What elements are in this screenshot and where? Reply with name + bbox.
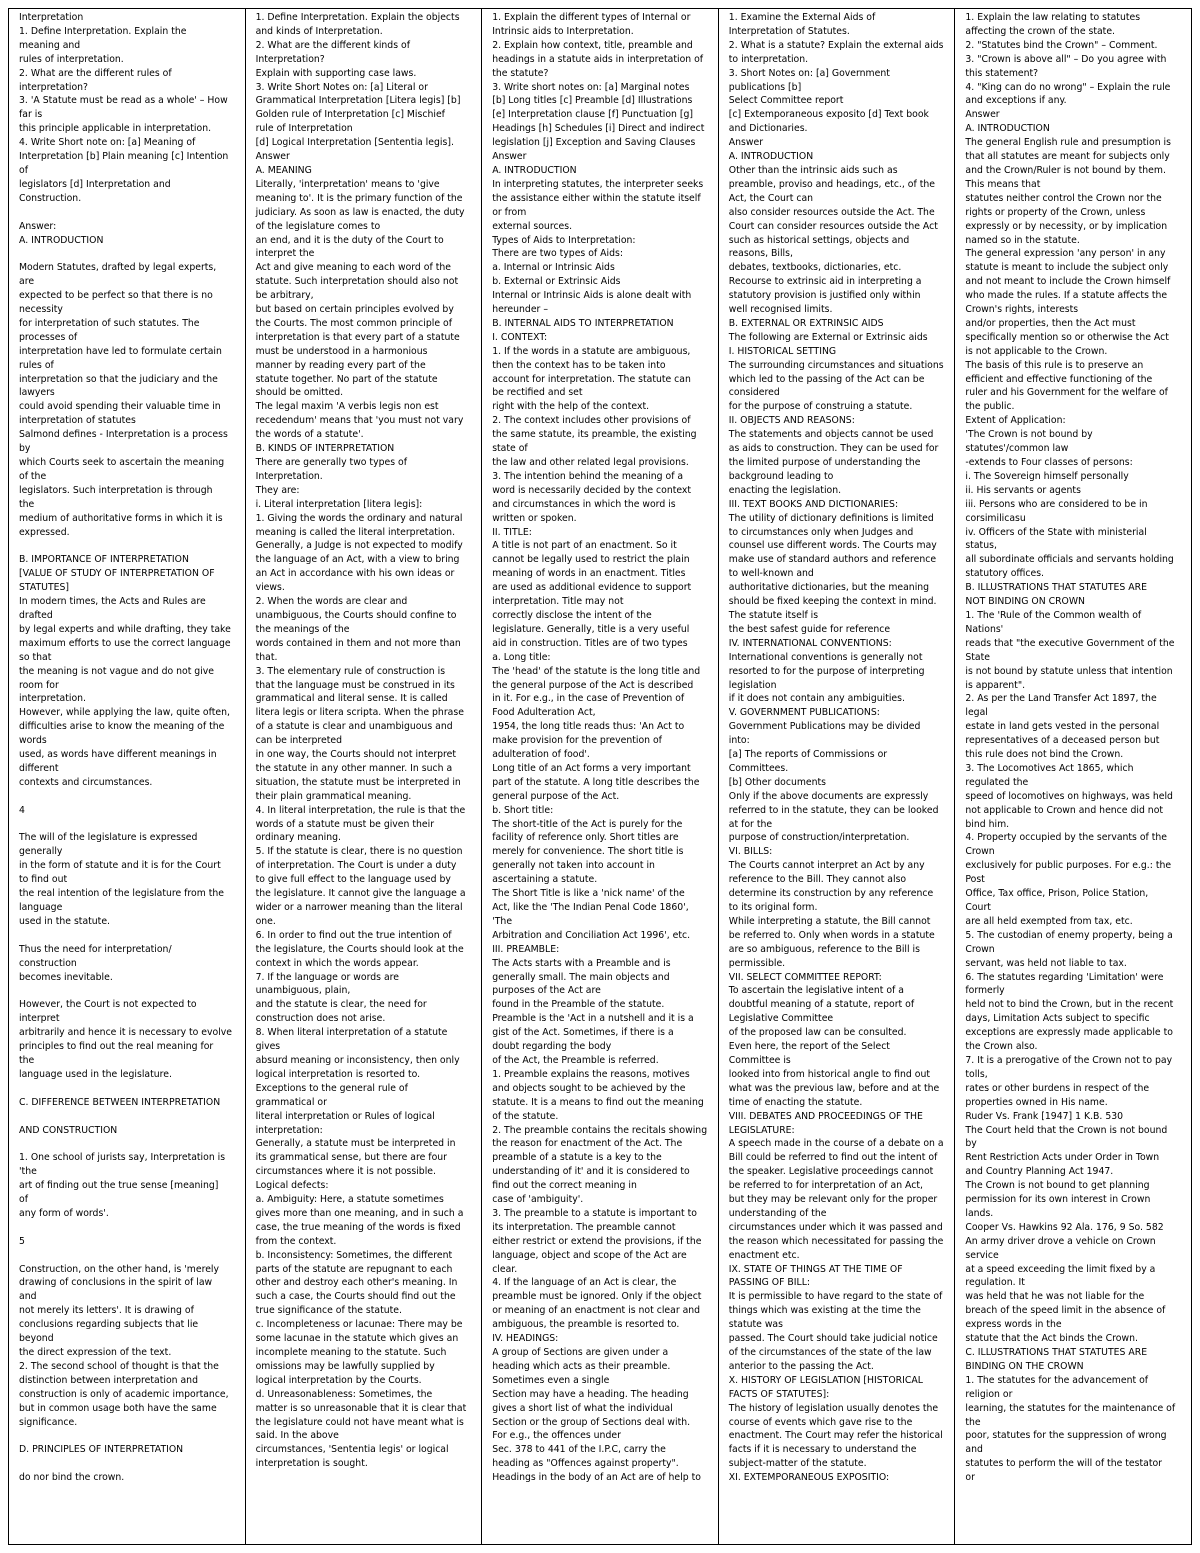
column-kinds-of-interpretation: 1. Define Interpretation. Explain the objects and kinds of Interpretation. 2. What are the different kinds of Interpretation? Explain with supporting case laws. 3. Write Short Notes on: [a] Literal or Grammatical Interpretation [Litera legis] [b] Golden rule of Interpretation [c] Mischief rule of Interpretation [d] Logical Interpretation [Sententia legis]. Answer A. MEANING Literally, 'interpretation' means to 'give meaning to'. It is the primary function of the judiciary. As soon as law is enacted, the duty of the legislature comes to an end, and it is the duty of the Court to interpret the Act and give meaning to each word of the statute. Such interpretation should also not be arbitrary, but based on certain principles evolved by the Courts. The most common principle of interpretation is that every part of a statute must be understood in a harmonious manner by reading every part of the statute together. No part of the statute should be omitted. The legal maxim 'A verbis legis non est recedendum' means that 'you must not vary the words of a statute'. B. KINDS OF INTERPRETATION There are generally two types of Interpretation. They are: i. Literal interpretation [litera legis]: 1. Giving the words the ordinary and natural meaning is called the literal interpretation. Generally, a Judge is not expected to modify the language of an Act, with a view to bring an Act in accordance with his own ideas or views. 2. When the words are clear and unambiguous, the Courts should confine to the meanings of the words contained in them and not more than that. 3. The elementary rule of construction is that the language must be construed in its grammatical and literal sense. It is called litera legis or litera scripta. When the phrase of a statute is clear and unambiguous and can be interpreted in one way, the Courts should not interpret the statute in any other manner. In such a situation, the statute must be interpreted in their plain grammatical meaning. 4. In literal interpretation, the rule is that the words of a statute must be given their ordinary meaning. 5. If the statute is clear, there is no question of interpretation. The Court is under a duty to give full effect to the language used by the legislature. It cannot give the language a wider or a narrower meaning than the literal one. 6. In order to find out the true intention of the legislature, the Courts should look at the context in which the words appear. 7. If the language or words are unambiguous, plain, and the statute is clear, the need for construction does not arise. 8. When literal interpretation of a statute gives absurd meaning or inconsistency, then only logical interpretation is resorted to. Exceptions to the general rule of grammatical or literal interpretation or Rules of logical interpretation: Generally, a statute must be interpreted in its grammatical sense, but there are four circumstances where it is not possible. Logical defects: a. Ambiguity: Here, a statute sometimes gives more than one meaning, and in such a case, the true meaning of the words is fixed from the context. b. Inconsistency: Sometimes, the different parts of the statute are repugnant to each other and destroy each other's meaning. In such a case, the Courts should find out the true significance of the statute. c. Incompleteness or lacunae: There may be some lacunae in the statute which gives an incomplete meaning to the statute. Such omissions may be lawfully supplied by logical interpretation by the Courts. d. Unreasonableness: Sometimes, the matter is so unreasonable that it is clear that the legislature could not have meant what is said. In the above circumstances, 'Sententia legis' or logical interpretation is sought. [246, 9, 483, 1544]
column-statutes-and-crown: 1. Explain the law relating to statutes affecting the crown of the state. 2. "Statutes bind the Crown" – Comment. 3. "Crown is above all" – Do you agree with this statement? 4. "King can do no wrong" – Explain the rule and exceptions if any. Answer A. INTRODUCTION The general English rule and presumption is that all statutes are meant for subjects only and the Crown/Ruler is not bound by them. This means that statutes neither control the Crown nor the rights or property of the Crown, unless expressly or by necessity, or by implication named so in the statute. The general expression 'any person' in any statute is meant to include the subject only and not meant to include the Crown himself who made the rules. If a statute affects the Crown's rights, interests and/or properties, then the Act must specifically mention so or otherwise the Act is not applicable to the Crown. The basis of this rule is to preserve an efficient and effective functioning of the ruler and his Government for the welfare of the public. Extent of Application: 'The Crown is not bound by statutes'/common law -extends to Four classes of persons: i. The Sovereign himself personally ii. His servants or agents iii. Persons who are considered to be in corsimilicasu iv. Officers of the State with ministerial status, all subordinate officials and servants holding statutory offices. B. ILLUSTRATIONS THAT STATUTES ARE NOT BINDING ON CROWN 1. The 'Rule of the Common wealth of Nations' reads that "the executive Government of the State is not bound by statute unless that intention is apparent". 2. As per the Land Transfer Act 1897, the legal estate in land gets vested in the personal representatives of a deceased person but this rule does not bind the Crown. 3. The Locomotives Act 1865, which regulated the speed of locomotives on highways, was held not applicable to Crown and hence did not bind him. 4. Property occupied by the servants of the Crown exclusively for public purposes. For e.g.: the Post Office, Tax office, Prison, Police Station, Court are all held exempted from tax, etc. 5. The custodian of enemy property, being a Crown servant, was held not liable to tax. 6. The statutes regarding 'Limitation' were formerly held not to bind the Crown, but in the recent days, Limitation Acts subject to specific exceptions are expressly made applicable to the Crown also. 7. It is a prerogative of the Crown not to pay tolls, rates or other burdens in respect of the properties owned in His name. Ruder Vs. Frank [1947] 1 K.B. 530 The Court held that the Crown is not bound by Rent Restriction Acts under Order in Town and Country Planning Act 1947. The Crown is not bound to get planning permission for its own interest in Crown lands. Cooper Vs. Hawkins 92 Ala. 176, 9 So. 582 An army driver drove a vehicle on Crown service at a speed exceeding the limit fixed by a regulation. It was held that he was not liable for the breach of the speed limit in the absence of express words in the statute that the Act binds the Crown. C. ILLUSTRATIONS THAT STATUTES ARE BINDING ON THE CROWN 1. The statutes for the advancement of religion or learning, the statutes for the maintenance of the poor, statutes for the suppression of wrong and statutes to perform the will of the testator or [965, 12, 1176, 1484]
notes-sheet [8, 8, 1192, 1545]
column-interpretation: Interpretation 1. Define Interpretation. Explain the meaning and rules of interpretation. 2. What are the different rules of interpretation? 3. 'A Statute must be read as a whole' – How far is this principle applicable in interpretation. 4. Write Short note on: [a] Meaning of Interpretation [b] Plain meaning [c] Intention of legislators [d] Interpretation and Construction. Answer: A. INTRODUCTION Modern Statutes, drafted by legal experts, are expected to be perfect so that there is no necessity for interpretation of such statutes. The processes of interpretation have led to formulate certain rules of interpretation so that the judiciary and the lawyers could avoid spending their valuable time in interpretation of statutes Salmond defines - Interpretation is a process by which Courts seek to ascertain the meaning of the legislators. Such interpretation is through the medium of authoritative forms in which it is expressed. B. IMPORTANCE OF INTERPRETATION [VALUE OF STUDY OF INTERPRETATION OF STATUTES] In modern times, the Acts and Rules are drafted by legal experts and while drafting, they take maximum efforts to use the correct language so that the meaning is not vague and do not give room for interpretation. However, while applying the law, quite often, difficulties arise to know the meaning of the words used, as words have different meanings in different contexts and circumstances. 4 The will of the legislature is expressed generally in the form of statute and it is for the Court to find out the real intention of the legislature from the language used in the statute. Thus the need for interpretation/ construction becomes inevitable. However, the Court is not expected to interpret arbitrarily and hence it is necessary to evolve principles to find out the real meaning for the language used in the legislature. C. DIFFERENCE BETWEEN INTERPRETATION AND CONSTRUCTION 1. One school of jurists say, Interpretation is 'the art of finding out the true sense [meaning] of any form of words'. 5 Construction, on the other hand, is 'merely drawing of conclusions in the spirit of law and not merely its letters'. It is drawing of conclusions regarding subjects that lie beyond the direct expression of the text. 2. The second school of thought is that the distinction between interpretation and construction is only of academic importance, but in common usage both have the same significance. D. PRINCIPLES OF INTERPRETATION do nor bind the crown. [9, 9, 246, 1544]
column-external-aids: 1. Examine the External Aids of Interpretation of Statutes. 2. What is a statute? Explain the external aids to interpretation. 3. Short Notes on: [a] Government publications [b] Select Committee report [c] Extemporaneous exposito [d] Text book and Dictionaries. Answer A. INTRODUCTION Other than the intrinsic aids such as preamble, proviso and headings, etc., of the Act, the Court can also consider resources outside the Act. The Court can consider resources outside the Act such as historical settings, objects and reasons, Bills, debates, textbooks, dictionaries, etc. Recourse to extrinsic aid in interpreting a statutory provision is justified only within well recognised limits. B. EXTERNAL OR EXTRINSIC AIDS The following are External or Extrinsic aids I. HISTORICAL SETTING The surrounding circumstances and situations which led to the passing of the Act can be considered for the purpose of construing a statute. II. OBJECTS AND REASONS: The statements and objects cannot be used as aids to construction. They can be used for the limited purpose of understanding the background leading to enacting the legislation. III. TEXT BOOKS AND DICTIONARIES: The utility of dictionary definitions is limited to circumstances only when Judges and counsel use different words. The Courts may make use of standard authors and reference to well-known and authoritative dictionaries, but the meaning should be fixed keeping the context in mind. The statute itself is the best safest guide for reference IV. INTERNATIONAL CONVENTIONS: International conventions is generally not resorted to for the purpose of interpreting legislation if it does not contain any ambiguities. V. GOVERNMENT PUBLICATIONS: Government Publications may be divided into: [a] The reports of Commissions or Committees. [b] Other documents Only if the above documents are expressly referred to in the statute, they can be looked at for the purpose of construction/interpretation. VI. BILLS: The Courts cannot interpret an Act by any reference to the Bill. They cannot also determine its construction by any reference to its original form. While interpreting a statute, the Bill cannot be referred to. Only when words in a statute are so ambiguous, reference to the Bill is permissible. VII. SELECT COMMITTEE REPORT: To ascertain the legislative intent of a doubtful meaning of a statute, report of Legislative Committee of the proposed law can be consulted. Even here, the report of the Select Committee is looked into from historical angle to find out what was the previous law, before and at the time of enacting the statute. VIII. DEBATES AND PROCEEDINGS OF THE LEGISLATURE: A speech made in the course of a debate on a Bill could be referred to find out the intent of the speaker. Legislative proceedings cannot be referred to for interpretation of an Act, but they may be relevant only for the proper understanding of the circumstances under which it was passed and the reason which necessitated for passing the enactment etc. IX. STATE OF THINGS AT THE TIME OF PASSING OF BILL: It is permissible to have regard to the state of things which was existing at the time the statute was passed. The Court should take judicial notice of the circumstances of the state of the law anterior to the passing the Act. X. HISTORY OF LEGISLATION [HISTORICAL FACTS OF STATUTES]: The history of legislation usually denotes the course of events which gave rise to the enactment. The Court may refer the historical facts if it is necessary to understand the subject-matter of the statute. XI. EXTEMPORANEOUS EXPOSITIO: [719, 9, 956, 1544]
column-internal-aids: 1. Explain the different types of Internal or Intrinsic aids to Interpretation. 2. Explain how context, title, preamble and headings in a statute aids in interpretation of the statute? 3. Write short notes on: [a] Marginal notes [b] Long titles [c] Preamble [d] Illustrations [e] Interpretation clause [f] Punctuation [g] Headings [h] Schedules [i] Direct and indirect legislation [j] Exception and Saving Clauses Answer A. INTRODUCTION In interpreting statutes, the interpreter seeks the assistance either within the statute itself or from external sources. Types of Aids to Interpretation: There are two types of Aids: a. Internal or Intrinsic Aids b. External or Extrinsic Aids Internal or Intrinsic Aids is alone dealt with hereunder – B. INTERNAL AIDS TO INTERPRETATION I. CONTEXT: 1. If the words in a statute are ambiguous, then the context has to be taken into account for interpretation. The statute can be rectified and set right with the help of the context. 2. The context includes other provisions of the same statute, its preamble, the existing state of the law and other related legal provisions. 3. The intention behind the meaning of a word is necessarily decided by the context and circumstances in which the word is written or spoken. II. TITLE: A title is not part of an enactment. So it cannot be legally used to restrict the plain meaning of words in an enactment. Titles are used as additional evidence to support interpretation. Title may not correctly disclose the intent of the legislature. Generally, title is a very useful aid in construction. Titles are of two types a. Long title: The 'head' of the statute is the long title and the general purpose of the Act is described in it. For e.g., in the case of Prevention of Food Adulteration Act, 1954, the long title reads thus: 'An Act to make provision for the prevention of adulteration of food'. Long title of an Act forms a very important part of the statute. A long title describes the general purpose of the Act. b. Short title: The short-title of the Act is purely for the facility of reference only. Short titles are merely for convenience. The short title is generally not taken into account in ascertaining a statute. The Short Title is like a 'nick name' of the Act, like the 'The Indian Penal Code 1860', 'The Arbitration and Conciliation Act 1996', etc. III. PREAMBLE: The Acts starts with a Preamble and is generally small. The main objects and purposes of the Act are found in the Preamble of the statute. Preamble is the 'Act in a nutshell and it is a gist of the Act. Sometimes, if there is a doubt regarding the body of the Act, the Preamble is referred. 1. Preamble explains the reasons, motives and objects sought to be achieved by the statute. It is a means to find out the meaning of the statute. 2. The preamble contains the recitals showing the reason for enactment of the Act. The preamble of a statute is a key to the understanding of it' and it is considered to find out the correct meaning in case of 'ambiguity'. 3. The preamble to a statute is important to its interpretation. The preamble cannot either restrict or extend the provisions, if the language, object and scope of the Act are clear. 4. If the language of an Act is clear, the preamble must be ignored. Only if the object or meaning of an enactment is not clear and ambiguous, the preamble is resorted to. IV. HEADINGS: A group of Sections are given under a heading which acts as their preamble. Sometimes even a single Section may have a heading. The heading gives a short list of what the individual Section or the group of Sections deal with. For e.g., the offences under Sec. 378 to 441 of the I.P.C, carry the heading as "Offences against property". Headings in the body of an Act are of help to [482, 9, 719, 1544]
